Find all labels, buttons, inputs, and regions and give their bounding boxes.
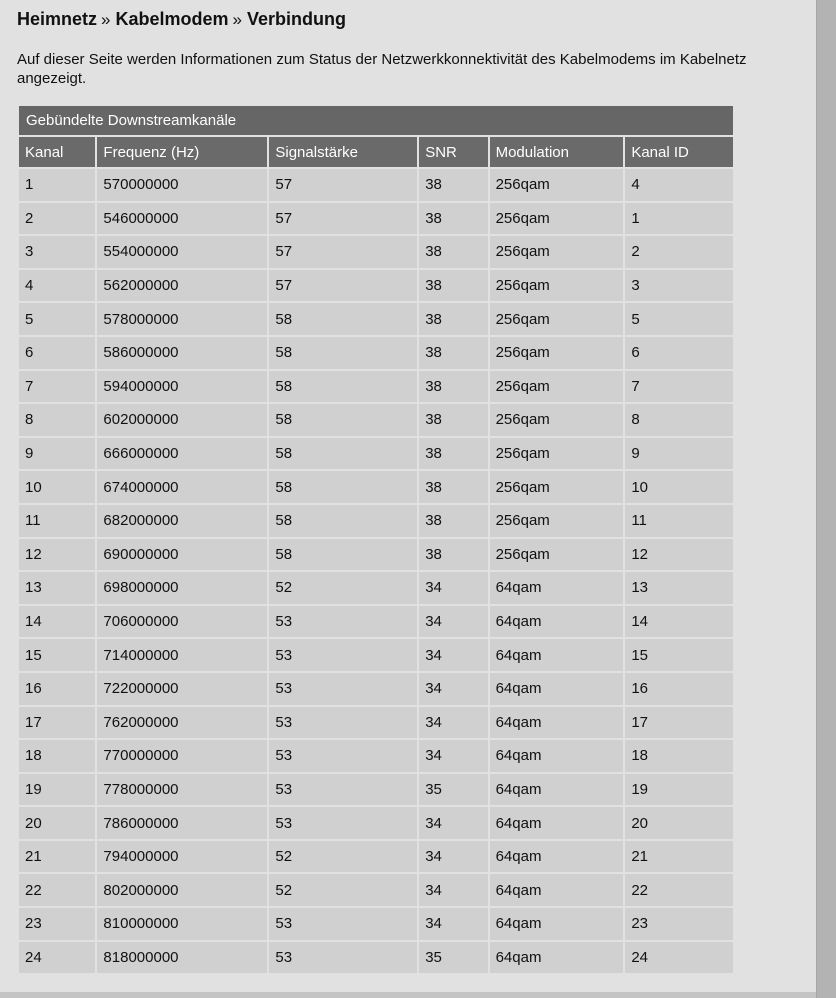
- column-header: Frequenz (Hz): [97, 137, 267, 167]
- signal-strength-cell: 53: [269, 606, 417, 638]
- channel-cell: 15: [19, 639, 95, 671]
- snr-cell: 35: [419, 942, 487, 974]
- modulation-cell: 256qam: [490, 404, 624, 436]
- table-row: [19, 942, 733, 974]
- signal-strength-cell: 58: [269, 371, 417, 403]
- breadcrumb: [17, 9, 346, 30]
- channel-id-cell: 12: [625, 539, 733, 571]
- snr-cell: 38: [419, 505, 487, 537]
- snr-cell: 38: [419, 303, 487, 335]
- modulation-cell: 256qam: [490, 303, 624, 335]
- breadcrumb-item-heimnetz[interactable]: Heimnetz: [17, 9, 98, 29]
- modulation-cell: 256qam: [490, 471, 624, 503]
- snr-cell: 34: [419, 606, 487, 638]
- table-row: [19, 639, 733, 671]
- column-header: Kanal ID: [625, 137, 733, 167]
- table-row: [19, 774, 733, 806]
- channel-cell: 4: [19, 270, 95, 302]
- channel-cell: 11: [19, 505, 95, 537]
- snr-cell: 34: [419, 908, 487, 940]
- frequency-cell: 818000000: [97, 942, 267, 974]
- snr-cell: 34: [419, 740, 487, 772]
- modulation-cell: 64qam: [490, 606, 624, 638]
- signal-strength-cell: 53: [269, 807, 417, 839]
- frequency-cell: 778000000: [97, 774, 267, 806]
- channel-id-cell: 22: [625, 874, 733, 906]
- signal-strength-cell: 57: [269, 236, 417, 268]
- channel-id-cell: 11: [625, 505, 733, 537]
- channel-id-cell: 19: [625, 774, 733, 806]
- modulation-cell: 256qam: [490, 505, 624, 537]
- channel-id-cell: 20: [625, 807, 733, 839]
- column-header: Signalstärke: [269, 137, 417, 167]
- snr-cell: 38: [419, 471, 487, 503]
- table-row: [19, 673, 733, 705]
- frequency-cell: 562000000: [97, 270, 267, 302]
- frequency-cell: 570000000: [97, 169, 267, 201]
- signal-strength-cell: 57: [269, 270, 417, 302]
- modulation-cell: 64qam: [490, 874, 624, 906]
- table-row: [19, 438, 733, 470]
- modulation-cell: 64qam: [490, 774, 624, 806]
- snr-cell: 34: [419, 707, 487, 739]
- table-row: [19, 740, 733, 772]
- breadcrumb-item-verbindung: Verbindung: [246, 9, 346, 29]
- channel-cell: 19: [19, 774, 95, 806]
- signal-strength-cell: 58: [269, 337, 417, 369]
- channel-cell: 21: [19, 841, 95, 873]
- snr-cell: 34: [419, 673, 487, 705]
- channel-id-cell: 5: [625, 303, 733, 335]
- table-row: [19, 337, 733, 369]
- channel-id-cell: 16: [625, 673, 733, 705]
- table-row: [19, 807, 733, 839]
- channel-cell: 20: [19, 807, 95, 839]
- snr-cell: 34: [419, 841, 487, 873]
- frequency-cell: 794000000: [97, 841, 267, 873]
- frequency-cell: 666000000: [97, 438, 267, 470]
- channel-id-cell: 4: [625, 169, 733, 201]
- breadcrumb-separator: »: [101, 10, 111, 29]
- channel-id-cell: 14: [625, 606, 733, 638]
- signal-strength-cell: 58: [269, 303, 417, 335]
- channel-id-cell: 3: [625, 270, 733, 302]
- frequency-cell: 602000000: [97, 404, 267, 436]
- channel-id-cell: 6: [625, 337, 733, 369]
- channel-cell: 5: [19, 303, 95, 335]
- channel-cell: 18: [19, 740, 95, 772]
- snr-cell: 34: [419, 572, 487, 604]
- frequency-cell: 674000000: [97, 471, 267, 503]
- channel-cell: 8: [19, 404, 95, 436]
- table-row: [19, 270, 733, 302]
- channel-id-cell: 9: [625, 438, 733, 470]
- signal-strength-cell: 57: [269, 169, 417, 201]
- frequency-cell: 586000000: [97, 337, 267, 369]
- channel-cell: 24: [19, 942, 95, 974]
- snr-cell: 35: [419, 774, 487, 806]
- snr-cell: 38: [419, 539, 487, 571]
- modulation-cell: 256qam: [490, 371, 624, 403]
- channel-cell: 13: [19, 572, 95, 604]
- modulation-cell: 64qam: [490, 908, 624, 940]
- table-row: [19, 303, 733, 335]
- modulation-cell: 64qam: [490, 942, 624, 974]
- channel-cell: 23: [19, 908, 95, 940]
- channel-id-cell: 2: [625, 236, 733, 268]
- channel-cell: 14: [19, 606, 95, 638]
- column-header: SNR: [419, 137, 487, 167]
- signal-strength-cell: 58: [269, 471, 417, 503]
- table-caption: Gebündelte Downstreamkanäle: [19, 106, 733, 135]
- frequency-cell: 578000000: [97, 303, 267, 335]
- snr-cell: 38: [419, 203, 487, 235]
- channel-id-cell: 23: [625, 908, 733, 940]
- table-row: [19, 371, 733, 403]
- modulation-cell: 256qam: [490, 539, 624, 571]
- channel-cell: 17: [19, 707, 95, 739]
- table-row: [19, 874, 733, 906]
- channel-cell: 16: [19, 673, 95, 705]
- signal-strength-cell: 53: [269, 908, 417, 940]
- signal-strength-cell: 53: [269, 639, 417, 671]
- column-header: Modulation: [490, 137, 624, 167]
- channel-cell: 10: [19, 471, 95, 503]
- modulation-cell: 256qam: [490, 203, 624, 235]
- modulation-cell: 256qam: [490, 438, 624, 470]
- signal-strength-cell: 53: [269, 774, 417, 806]
- modulation-cell: 256qam: [490, 270, 624, 302]
- bottom-edge: [0, 992, 816, 998]
- table-row: [19, 908, 733, 940]
- table-row: [19, 606, 733, 638]
- table-row: [19, 841, 733, 873]
- modulation-cell: 256qam: [490, 337, 624, 369]
- channel-cell: 2: [19, 203, 95, 235]
- table-row: [19, 236, 733, 268]
- table-header-row: [19, 137, 733, 167]
- signal-strength-cell: 52: [269, 874, 417, 906]
- snr-cell: 34: [419, 639, 487, 671]
- frequency-cell: 690000000: [97, 539, 267, 571]
- table-row: [19, 169, 733, 201]
- signal-strength-cell: 58: [269, 539, 417, 571]
- channel-id-cell: 21: [625, 841, 733, 873]
- channel-cell: 1: [19, 169, 95, 201]
- channel-cell: 7: [19, 371, 95, 403]
- channel-id-cell: 10: [625, 471, 733, 503]
- frequency-cell: 706000000: [97, 606, 267, 638]
- frequency-cell: 546000000: [97, 203, 267, 235]
- table-row: [19, 203, 733, 235]
- channel-id-cell: 13: [625, 572, 733, 604]
- table-row: [19, 707, 733, 739]
- channel-cell: 12: [19, 539, 95, 571]
- snr-cell: 38: [419, 371, 487, 403]
- snr-cell: 38: [419, 236, 487, 268]
- channel-id-cell: 18: [625, 740, 733, 772]
- snr-cell: 38: [419, 404, 487, 436]
- frequency-cell: 762000000: [97, 707, 267, 739]
- signal-strength-cell: 52: [269, 841, 417, 873]
- breadcrumb-item-kabelmodem[interactable]: Kabelmodem: [115, 9, 229, 29]
- channel-id-cell: 17: [625, 707, 733, 739]
- frequency-cell: 786000000: [97, 807, 267, 839]
- frequency-cell: 810000000: [97, 908, 267, 940]
- frequency-cell: 714000000: [97, 639, 267, 671]
- modulation-cell: 64qam: [490, 639, 624, 671]
- channel-cell: 22: [19, 874, 95, 906]
- table-row: [19, 471, 733, 503]
- downstream-channels-table: [17, 104, 735, 975]
- frequency-cell: 802000000: [97, 874, 267, 906]
- channel-cell: 3: [19, 236, 95, 268]
- snr-cell: 34: [419, 874, 487, 906]
- channel-id-cell: 24: [625, 942, 733, 974]
- modulation-cell: 64qam: [490, 707, 624, 739]
- signal-strength-cell: 58: [269, 505, 417, 537]
- signal-strength-cell: 53: [269, 942, 417, 974]
- table-row: [19, 572, 733, 604]
- modulation-cell: 256qam: [490, 236, 624, 268]
- modulation-cell: 64qam: [490, 740, 624, 772]
- modulation-cell: 64qam: [490, 572, 624, 604]
- signal-strength-cell: 58: [269, 404, 417, 436]
- channel-id-cell: 15: [625, 639, 733, 671]
- channel-id-cell: 1: [625, 203, 733, 235]
- column-header: Kanal: [19, 137, 95, 167]
- channel-cell: 6: [19, 337, 95, 369]
- signal-strength-cell: 52: [269, 572, 417, 604]
- frequency-cell: 698000000: [97, 572, 267, 604]
- channel-id-cell: 8: [625, 404, 733, 436]
- frequency-cell: 722000000: [97, 673, 267, 705]
- table-row: [19, 404, 733, 436]
- signal-strength-cell: 53: [269, 707, 417, 739]
- frequency-cell: 770000000: [97, 740, 267, 772]
- table-row: [19, 505, 733, 537]
- table-row: [19, 539, 733, 571]
- breadcrumb-separator: »: [232, 10, 242, 29]
- snr-cell: 38: [419, 169, 487, 201]
- snr-cell: 38: [419, 270, 487, 302]
- modulation-cell: 64qam: [490, 673, 624, 705]
- snr-cell: 38: [419, 337, 487, 369]
- frequency-cell: 554000000: [97, 236, 267, 268]
- signal-strength-cell: 53: [269, 740, 417, 772]
- intro-text: Auf dieser Seite werden Informationen zum Status der Netzwerkkonnektivität des Kabelmodems im Kabelnetz angezeigt.: [17, 51, 747, 87]
- snr-cell: 34: [419, 807, 487, 839]
- modulation-cell: 256qam: [490, 169, 624, 201]
- scrollbar-track[interactable]: [816, 0, 836, 998]
- signal-strength-cell: 58: [269, 438, 417, 470]
- signal-strength-cell: 57: [269, 203, 417, 235]
- modulation-cell: 64qam: [490, 807, 624, 839]
- table-body: [19, 169, 733, 973]
- snr-cell: 38: [419, 438, 487, 470]
- frequency-cell: 594000000: [97, 371, 267, 403]
- modulation-cell: 64qam: [490, 841, 624, 873]
- channel-cell: 9: [19, 438, 95, 470]
- frequency-cell: 682000000: [97, 505, 267, 537]
- channel-id-cell: 7: [625, 371, 733, 403]
- signal-strength-cell: 53: [269, 673, 417, 705]
